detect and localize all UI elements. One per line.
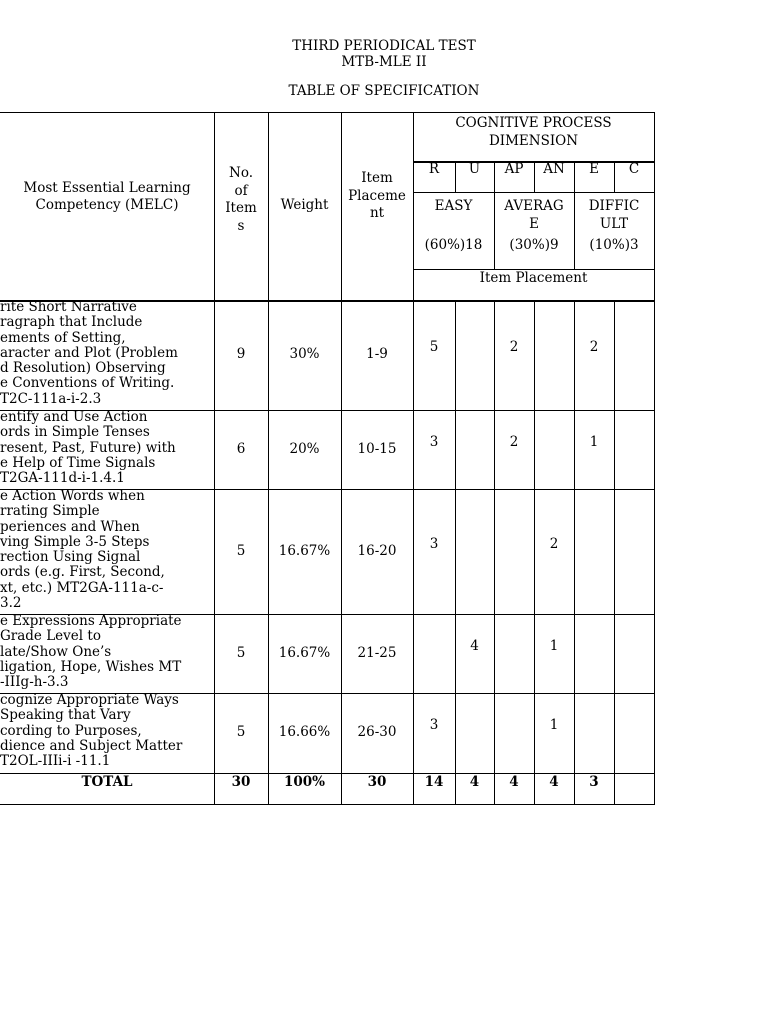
level-an-value: 1: [549, 717, 559, 734]
group-2-name: DIFFIC ULT: [588, 198, 640, 229]
level-e-value: [574, 489, 614, 600]
group-2-pct: (10%)3: [589, 237, 639, 253]
test-title: THIRD PERIODICAL TEST: [292, 38, 476, 54]
competency-text: rite Short Narrative ragraph that Include ements of Setting, aracter and Plot (Problem d Resolution) Observing e Conventions of Writing. T2C-111a-i-2.3: [0, 300, 178, 407]
level-u-value: [455, 693, 494, 759]
level-an-value: 2: [549, 535, 559, 552]
weight-value: 16.66%: [278, 724, 331, 741]
items-value: 5: [236, 724, 246, 741]
level-u-value: 4: [470, 637, 479, 654]
item-placement-label: Item Placement: [479, 270, 588, 286]
placement-column-header: Item Placeme nt: [348, 170, 406, 221]
weight-value: 16.67%: [278, 542, 331, 559]
level-e-value: [574, 693, 614, 759]
group-0-pct: (60%)18: [424, 237, 483, 253]
total-weight: 100%: [283, 774, 325, 791]
level-ap-value: 2: [509, 433, 519, 450]
weight-column-header: Weight: [280, 197, 329, 214]
weight-value: 30%: [289, 346, 320, 363]
level-an-value: [534, 410, 574, 475]
level-e-value: 1: [589, 433, 599, 450]
subject-title: MTB-MLE II: [341, 54, 427, 70]
table-border: [0, 804, 655, 805]
items-value: 9: [236, 346, 246, 363]
level-e: E: [589, 161, 599, 177]
items-value: 5: [236, 542, 246, 559]
level-c: C: [628, 161, 640, 177]
level-ap-value: [494, 489, 534, 600]
level-e-value: 2: [589, 339, 599, 356]
competency-text: e Action Words when rrating Simple periences and When ving Simple 3-5 Steps rection Using Signal ords (e.g. First, Second, xt, etc.) MT2GA-111a-c- 3.2: [0, 489, 165, 612]
group-0-name: EASY: [434, 198, 473, 214]
placement-value: 26-30: [357, 724, 397, 741]
group-1-name: AVERAG E: [504, 198, 564, 229]
competency-text: cognize Appropriate Ways Speaking that Vary cording to Purposes, dience and Subject Matter T2OL-IIIi-i -11.1: [0, 693, 183, 770]
level-c-value: [614, 489, 654, 600]
melc-column-header: Most Essential Learning Competency (MELC): [23, 180, 191, 213]
weight-value: 16.67%: [278, 644, 331, 661]
level-e-value: [574, 614, 614, 679]
level-c-value: [614, 614, 654, 679]
group-1-pct: (30%)9: [509, 237, 559, 253]
cognitive-header: COGNITIVE PROCESS DIMENSION: [455, 115, 612, 149]
level-r-value: 3: [429, 535, 439, 552]
total-c: [614, 773, 654, 793]
competency-text: e Expressions Appropriate Grade Level to late/Show One’s ligation, Hope, Wishes MT -IIIg-h-3.3: [0, 614, 182, 691]
level-ap-value: [494, 614, 534, 679]
level-an-value: 1: [549, 637, 559, 654]
level-ap-value: [494, 693, 534, 759]
total-label: TOTAL: [81, 774, 133, 791]
table-title: TABLE OF SPECIFICATION: [288, 83, 480, 99]
level-u-value: [455, 489, 494, 600]
level-r-value: [413, 614, 455, 679]
total-ap: 4: [509, 774, 519, 791]
items-value: 6: [236, 440, 246, 457]
level-r-value: 3: [429, 717, 439, 734]
table-border: [654, 112, 655, 804]
level-u: U: [468, 161, 481, 177]
level-ap-value: 2: [509, 339, 519, 356]
level-c-value: [614, 693, 654, 759]
competency-text: entify and Use Action ords in Simple Tenses resent, Past, Future) with e Help of Time Signals T2GA-111d-i-1.4.1: [0, 410, 176, 487]
level-c-value: [614, 300, 654, 396]
total-an: 4: [549, 774, 559, 791]
level-u-value: [455, 300, 494, 396]
level-c-value: [614, 410, 654, 475]
placement-value: 16-20: [357, 542, 397, 559]
placement-value: 10-15: [357, 440, 397, 457]
total-e: 3: [589, 774, 599, 791]
total-u: 4: [469, 774, 480, 791]
level-r-value: 5: [429, 339, 439, 356]
level-an: AN: [543, 161, 565, 177]
level-r-value: 3: [429, 433, 439, 450]
total-placement: 30: [367, 774, 387, 791]
placement-value: 1-9: [366, 346, 388, 363]
level-ap: AP: [504, 161, 524, 177]
items-column-header: No. of Item s: [225, 165, 257, 234]
weight-value: 20%: [289, 440, 320, 457]
total-items: 30: [231, 774, 251, 791]
level-u-value: [455, 410, 494, 475]
items-value: 5: [236, 644, 246, 661]
table-border: [413, 192, 655, 193]
total-r: 14: [424, 774, 444, 791]
level-r: R: [428, 161, 440, 177]
level-an-value: [534, 300, 574, 396]
placement-value: 21-25: [357, 644, 397, 661]
